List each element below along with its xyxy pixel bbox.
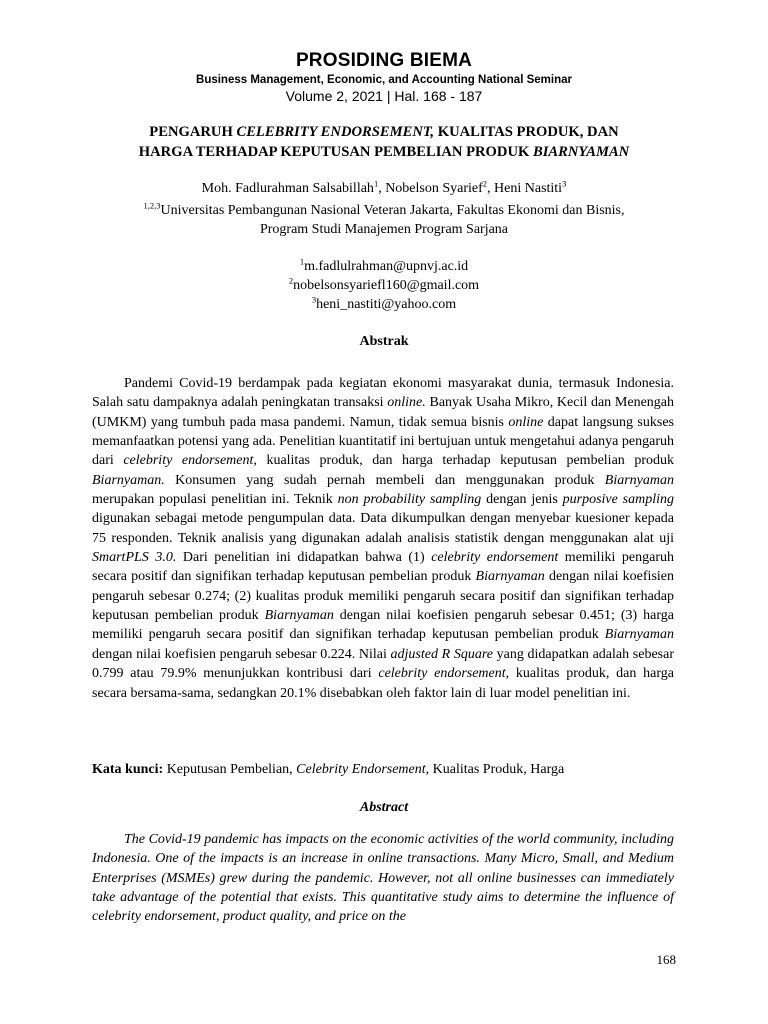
paper-title [0, 122, 768, 162]
abstract-heading: Abstract [359, 800, 409, 815]
journal-volume: Volume 2, 2021 | Hal. 168 - 187 [285, 88, 483, 104]
abstract-body: The Covid-19 pandemic has impacts on the economic activities of the world community, including Indonesia. One of the impacts is an increase in online transactions. Many Micro, Small, and Medium Enterprises (MSMEs) grew during the pandemic. However, not all online businesses can immediately take advantage of the potential that exists. This quantitative study aims to determine the influence of celebrity endorsement, product quality, and price on the [92, 832, 674, 925]
affiliation: $^{1,2,3}$Universitas Pembangunan Nasional Veteran Jakarta, Fakultas Ekonomi dan Bisnis, Program Studi Manajemen Program Sarjana [143, 200, 625, 237]
paper-title-line-1: PENGARUH CELEBRITY ENDORSEMENT, KUALITAS PRODUK, DAN [149, 124, 619, 140]
keywords-label: Kata kunci: [92, 762, 164, 777]
page-number: 168 [656, 952, 676, 967]
email-3: $^3$heni_nastiti@yahoo.com [311, 294, 457, 312]
abstrak-body: Pandemi Covid-19 berdampak pada kegiatan ekonomi masyarakat dunia, termasuk Indonesia. Salah satu dampaknya adalah peningkatan transaksi online. Banyak Usaha Mikro, Kecil dan Menengah (UMKM) yang tumbuh pada masa pandemi. Namun, tidak semua bisnis online dapat langsung sukses memanfaatkan potensi yang ada. Penelitian kuantitatif ini bertujuan untuk mengetahui adanya pengaruh dari celebrity endorsement, kualitas produk, dan harga terhadap keputusan pembelian produk Biarnyaman. Konsumen yang sudah pernah membeli dan menggunakan produk Biarnyaman merupakan populasi penelitian ini. Teknik non probability sampling dengan jenis purposive sampling digunakan sebagai metode pengumpulan data. Data dikumpulkan dengan menyebar kuesioner kepada 75 responden. Teknik analisis yang digunakan adalah analisis statistik dengan menggunakan alat uji SmartPLS 3.0. Dari penelitian ini didapatkan bahwa (1) celebrity endorsement memiliki pengaruh secara positif dan signifikan terhadap keputusan pembelian produk Biarnyaman dengan nilai koefisien pengaruh sebesar 0.274; (2) kualitas produk memiliki pengaruh secara positif dan signifikan terhadap keputusan pembelian produk Biarnyaman dengan nilai koefisien pengaruh sebesar 0.451; (3) harga memiliki pengaruh secara positif dan signifikan terhadap keputusan pembelian produk Biarnyaman dengan nilai koefisien pengaruh sebesar 0.224. Nilai adjusted R Square yang didapatkan adalah sebesar 0.799 atau 79.9% menunjukkan kontribusi dari celebrity endorsement, kualitas produk, dan harga secara bersama-sama, sedangkan 20.1% disebabkan oleh faktor lain di luar model penelitian ini. [92, 376, 674, 701]
author-emails [0, 257, 768, 314]
journal-subtitle: Business Management, Economic, and Accounting National Seminar [196, 74, 572, 86]
abstrak-heading: Abstrak [359, 334, 409, 349]
email-1: $^1$m.fadlulrahman@upnvj.ac.id [299, 256, 469, 274]
paper-title-line-2: HARGA TERHADAP KEPUTUSAN PEMBELIAN PRODUK BIARNYAMAN [138, 144, 630, 160]
email-2: $^2$nobelsonsyariefl160@gmail.com [288, 275, 480, 293]
keywords: Kata kunci: Keputusan Pembelian, Celebrity Endorsement, Kualitas Produk, Harga [92, 762, 565, 777]
author-list: Moh. Fadlurahman Salsabillah$^1$, Nobelson Syarief$^2$, Heni Nastiti$^3$ [201, 178, 567, 196]
journal-title: PROSIDING BIEMA [295, 50, 473, 71]
